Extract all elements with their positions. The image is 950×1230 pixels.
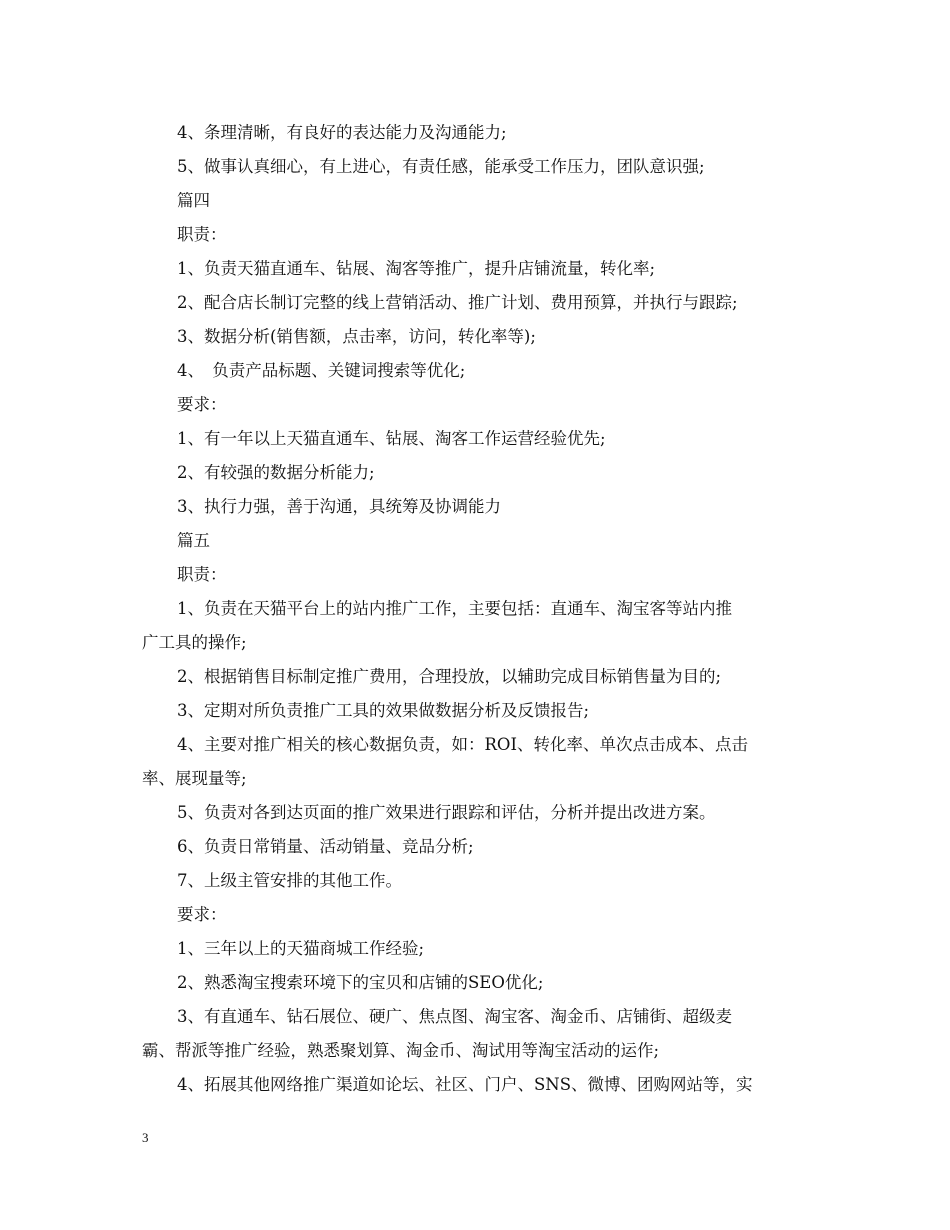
text-line: 2、根据销售目标制定推广费用，合理投放，以辅助完成目标销售量为目的;	[177, 667, 722, 686]
text-line: 1、三年以上的天猫商城工作经验;	[177, 939, 425, 958]
subsection-label: 职责：	[177, 565, 227, 584]
text-line: 6、负责日常销量、活动销量、竞品分析;	[177, 837, 474, 856]
text-line: 3、执行力强，善于沟通，具统筹及协调能力	[177, 497, 501, 516]
text-line: 7、上级主管安排的其他工作。	[177, 871, 402, 890]
text-line-continuation: 广工具的操作;	[142, 633, 247, 652]
subsection-label: 职责：	[177, 225, 227, 244]
subsection-label: 要求：	[177, 905, 227, 924]
text-line: 1、负责在天猫平台上的站内推广工作，主要包括：直通车、淘宝客等站内推	[177, 599, 732, 618]
text-line: 3、数据分析(销售额，点击率，访问，转化率等);	[177, 327, 536, 346]
text-line: 2、配合店长制订完整的线上营销活动、推广计划、费用预算，并执行与跟踪;	[177, 293, 738, 312]
document-body	[142, 116, 822, 1102]
text-line: 1、有一年以上天猫直通车、钻展、淘客工作运营经验优先;	[177, 429, 606, 448]
text-line: 4、条理清晰，有良好的表达能力及沟通能力;	[177, 123, 507, 142]
section-heading: 篇四	[177, 191, 210, 210]
text-line: 4、拓展其他网络推广渠道如论坛、社区、门户、SNS、微博、团购网站等，实	[177, 1075, 753, 1094]
text-line: 5、负责对各到达页面的推广效果进行跟踪和评估，分析并提出改进方案。	[177, 803, 716, 822]
text-line: 2、熟悉淘宝搜索环境下的宝贝和店铺的SEO优化;	[177, 973, 544, 992]
text-line-continuation: 霸、帮派等推广经验，熟悉聚划算、淘金币、淘试用等淘宝活动的运作;	[142, 1041, 660, 1060]
page-number: 3	[142, 1130, 149, 1145]
text-line: 3、有直通车、钻石展位、硬广、焦点图、淘宝客、淘金币、店铺街、超级麦	[177, 1007, 732, 1026]
text-line: 3、定期对所负责推广工具的效果做数据分析及反馈报告;	[177, 701, 590, 720]
section-heading: 篇五	[177, 531, 210, 550]
text-line-continuation: 率、展现量等;	[142, 769, 247, 788]
text-line: 4、 负责产品标题、关键词搜索等优化;	[177, 361, 466, 380]
text-line: 2、有较强的数据分析能力;	[177, 463, 375, 482]
text-line: 5、做事认真细心，有上进心，有责任感，能承受工作压力，团队意识强;	[177, 157, 705, 176]
text-line: 1、负责天猫直通车、钻展、淘客等推广，提升店铺流量，转化率;	[177, 259, 656, 278]
subsection-label: 要求：	[177, 395, 227, 414]
text-line: 4、主要对推广相关的核心数据负责，如：ROI、转化率、单次点击成本、点击	[177, 735, 748, 754]
